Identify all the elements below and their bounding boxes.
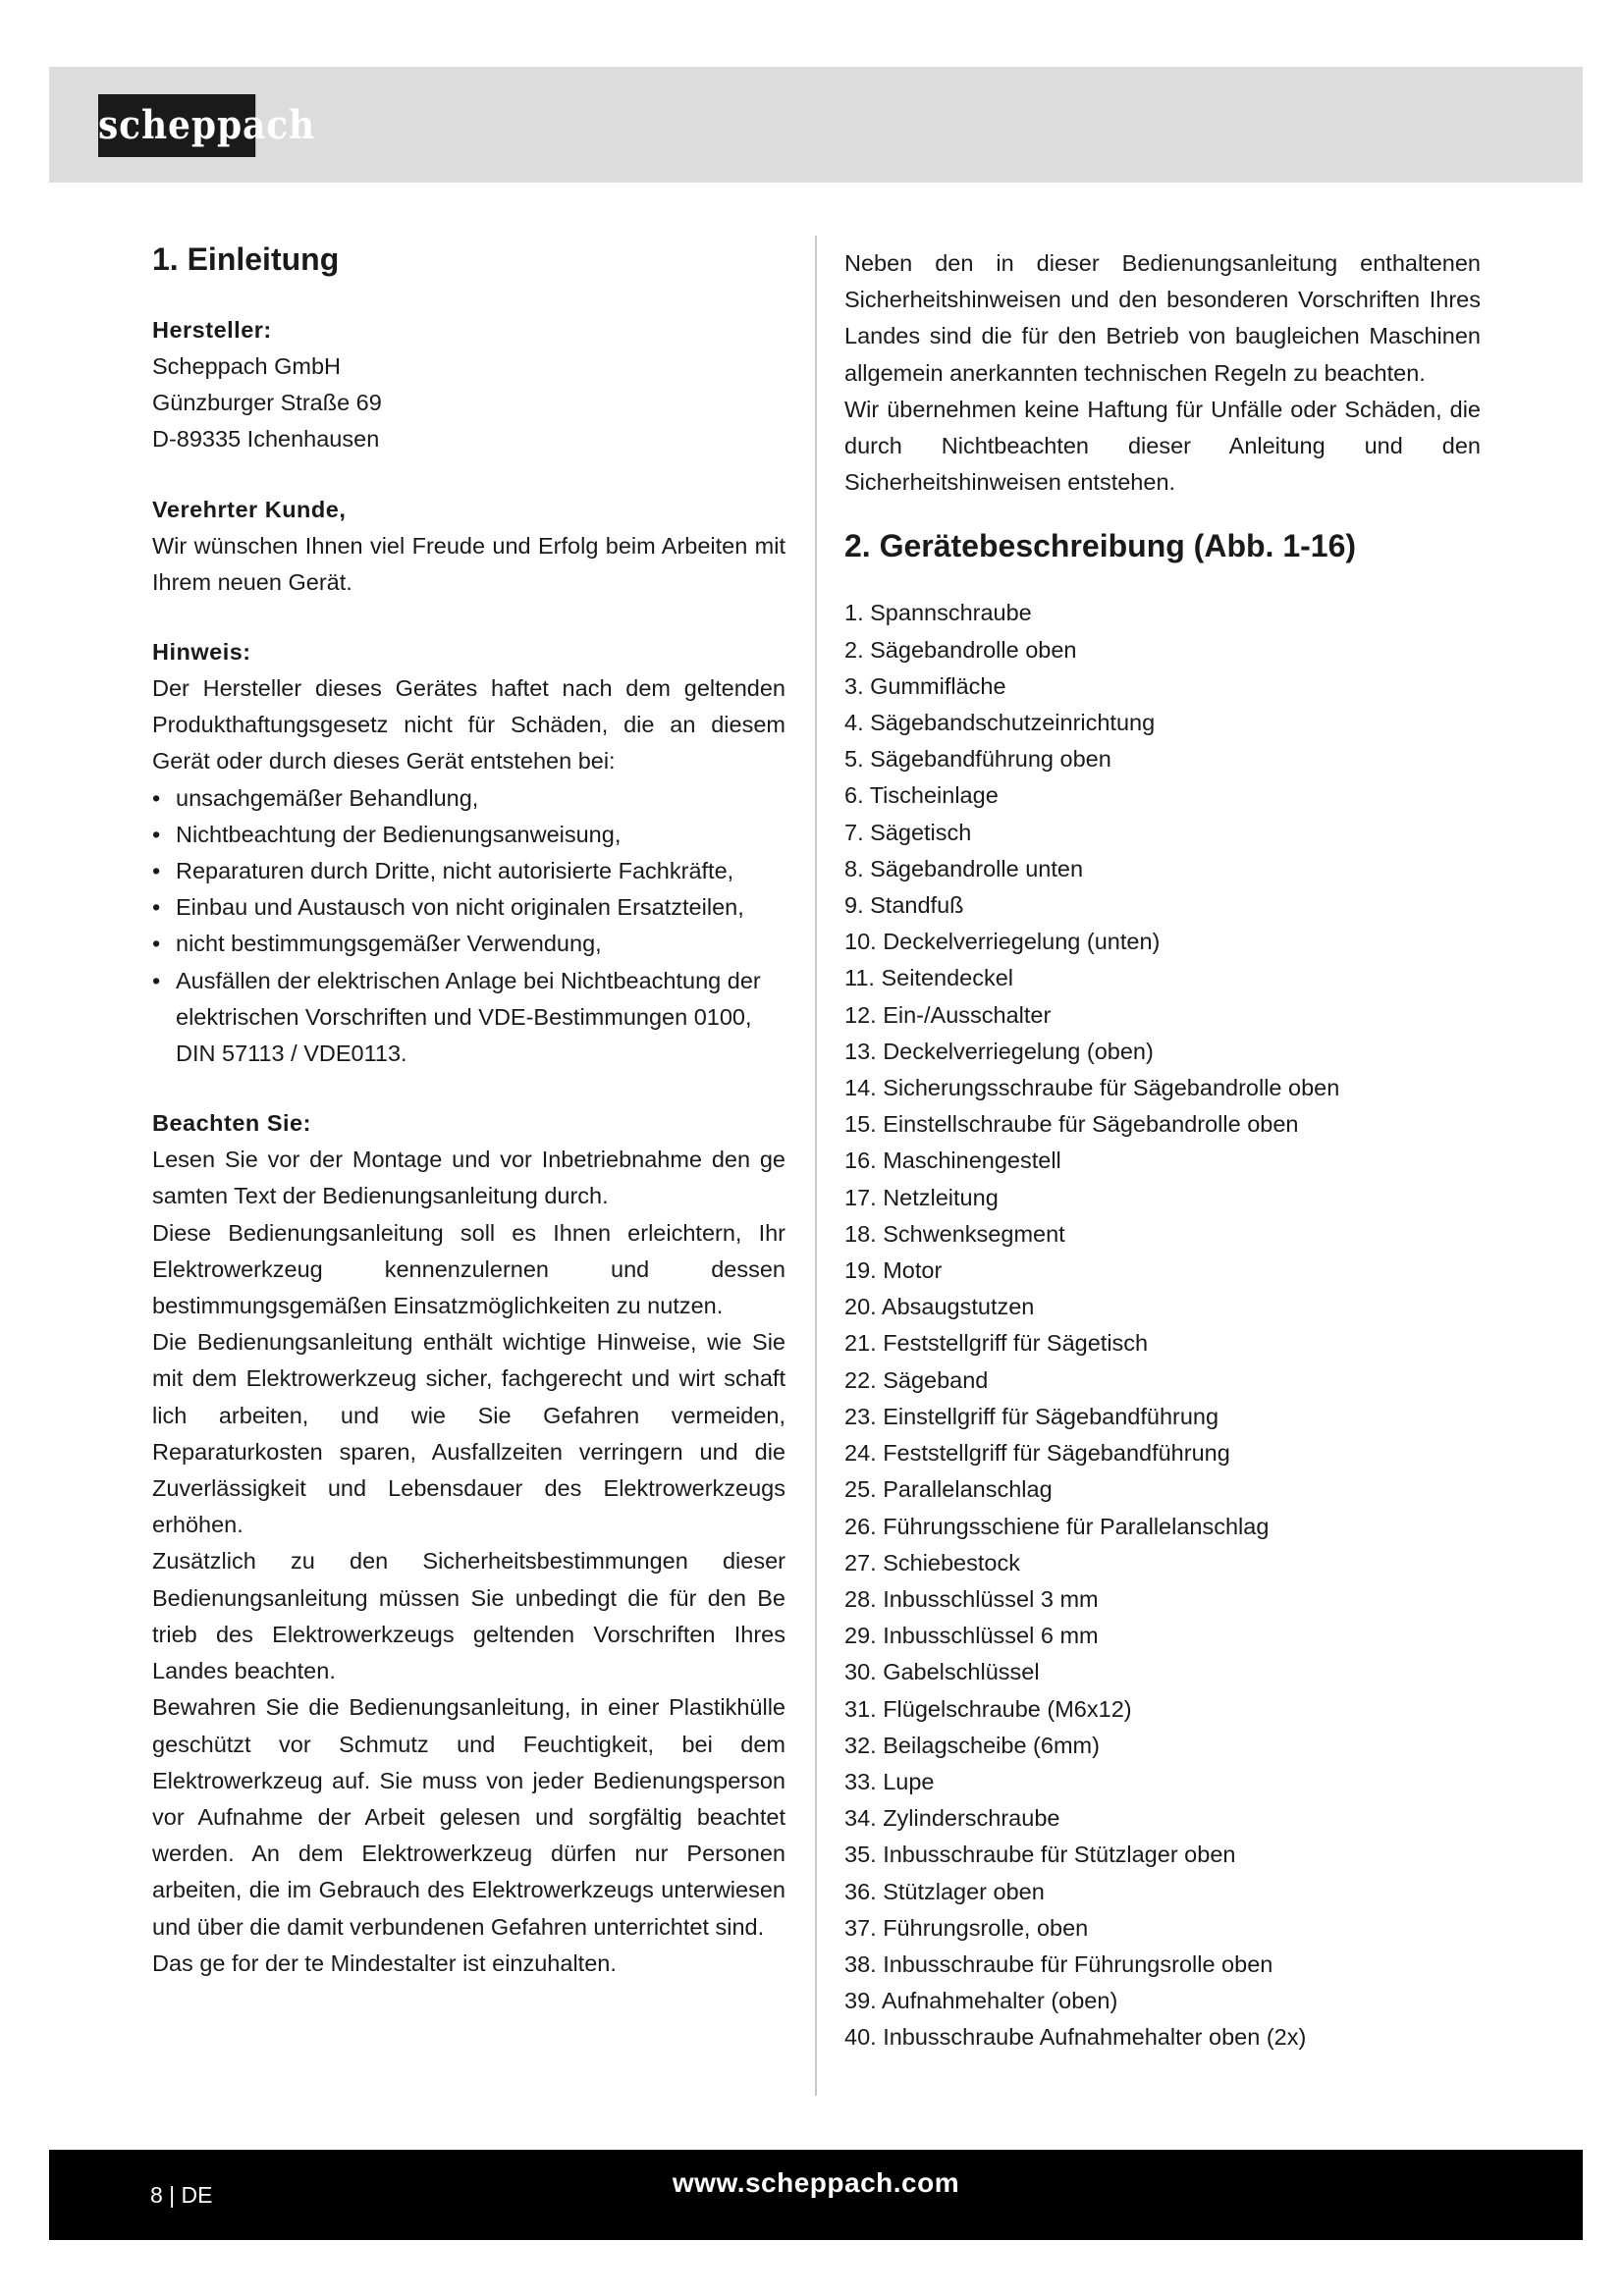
manufacturer-name: Scheppach GmbH (152, 353, 342, 379)
list-item: 31. Flügelschraube (M6x12) (844, 1695, 1132, 1722)
list-item: 11. Seitendeckel (844, 965, 1014, 991)
right-column (844, 245, 1481, 2056)
list-item: 23. Einstellgriff für Sägebandführung (844, 1403, 1219, 1429)
list-item: 22. Sägeband (844, 1366, 989, 1393)
list-item: • unsachgemäßer Behandlung, (152, 780, 785, 817)
list-item: 26. Führungsschiene für Parallelanschlag (844, 1513, 1270, 1539)
list-item: 37. Führungsrolle, oben (844, 1914, 1089, 1941)
list-item: 14. Sicherungsschraube für Sägebandrolle oben (844, 1075, 1340, 1101)
list-item: 17. Netzleitung (844, 1184, 999, 1210)
manufacturer-label: Hersteller: (152, 317, 272, 343)
list-item: 20. Absaugstutzen (844, 1294, 1035, 1320)
attention-paragraph: Lesen Sie vor der Montage und vor Inbetriebnahme den ge samten Text der Bedienungsanleitung durch. (152, 1147, 785, 1209)
list-item: 33. Lupe (844, 1768, 935, 1794)
website-url: www.scheppach.com (672, 2167, 960, 2198)
list-item: 25. Parallelanschlag (844, 1476, 1053, 1503)
list-item: 38. Inbusschraube für Führungsrolle oben (844, 1950, 1273, 1977)
page-footer (49, 2150, 1583, 2240)
note-label: Hinweis: (152, 639, 251, 666)
list-item: • Nichtbeachtung der Bedienungsanweisung, (152, 817, 785, 853)
attention-paragraph: Das ge for der te Mindestalter ist einzuhalten. (152, 1949, 617, 1976)
list-item: • nicht bestimmungsgemäßer Verwendung, (152, 926, 785, 962)
manufacturer-street: Günzburger Straße 69 (152, 390, 382, 416)
list-item: 7. Sägetisch (844, 819, 972, 845)
list-item: 39. Aufnahmehalter (oben) (844, 1988, 1118, 2014)
list-item: 30. Gabelschlüssel (844, 1659, 1040, 1685)
list-item: 3. Gummifläche (844, 672, 1006, 699)
list-item: 9. Standfuß (844, 892, 964, 919)
list-item: 29. Inbusschlüssel 6 mm (844, 1623, 1099, 1649)
section-heading-introduction: 1. Einleitung (152, 241, 340, 277)
list-item: 18. Schwenksegment (844, 1220, 1065, 1247)
attention-paragraph: Zusätzlich zu den Sicherheitsbestimmungen dieser Bedienungsanleitung müssen Sie unbedingt die für den Be trieb des Elektrowerkzeugs geltenden Vorschriften Ihres Landes beachten. (152, 1548, 785, 1684)
list-item: 16. Maschinengestell (844, 1148, 1061, 1174)
scheppach-logo: scheppach (98, 94, 255, 157)
parts-list (844, 595, 1481, 2056)
page-number: 8 | DE (150, 2182, 213, 2208)
attention-paragraph: Die Bedienungsanleitung enthält wichtige Hinweise, wie Sie mit dem Elektrowerkzeug sicher, fachgerecht und wirt schaft lich arbeiten, und wie Sie Gefahren vermeiden, Reparaturkosten sparen, Ausfallzeiten verringern und die Zuverlässigkeit und Lebensdauer des Elektrowerkzeugs erhöhen. (152, 1329, 785, 1538)
list-item: 6. Tischeinlage (844, 782, 999, 809)
list-item: 8. Sägebandrolle unten (844, 855, 1084, 881)
note-bullet-list (152, 780, 785, 1073)
list-item: 13. Deckelverriegelung (oben) (844, 1038, 1154, 1064)
list-item: 28. Inbusschlüssel 3 mm (844, 1585, 1099, 1612)
customer-label: Verehrter Kunde, (152, 496, 347, 522)
list-item: • Reparaturen durch Dritte, nicht autorisierte Fachkräfte, (152, 853, 785, 889)
list-item: 24. Feststellgriff für Sägebandführung (844, 1440, 1230, 1467)
list-item: 19. Motor (844, 1257, 943, 1284)
list-item: 2. Sägebandrolle oben (844, 636, 1077, 663)
manufacturer-city: D-89335 Ichenhausen (152, 426, 380, 453)
customer-text: Wir wünschen Ihnen viel Freude und Erfolg beim Arbeiten mit Ihrem neuen Gerät. (152, 532, 785, 595)
list-item: • Ausfällen der elektrischen Anlage bei Nichtbeachtung der elektrischen Vorschriften und VDE-Bestimmungen 0100, DIN 57113 / VDE0113. (152, 963, 785, 1073)
page-header (49, 67, 1583, 183)
intro-paragraph: Neben den in dieser Bedienungsanleitung enthaltenen Sicherheitshinweisen und den besonderen Vorschriften Ihres Landes sind die für den Betrieb von baugleichen Maschinen allgemein anerkannten technischen Regeln zu beachten. (844, 250, 1481, 386)
attention-paragraph: Diese Bedienungsanleitung soll es Ihnen erleichtern, Ihr Elektrowerkzeug kennenzulernen und dessen bestimmungsgemäßen Einsatzmöglichkeiten zu nutzen. (152, 1219, 785, 1319)
attention-label: Beachten Sie: (152, 1110, 311, 1137)
list-item: 1. Spannschraube (844, 600, 1032, 626)
list-item: 4. Sägebandschutzeinrichtung (844, 710, 1156, 736)
list-item: 35. Inbusschraube für Stützlager oben (844, 1842, 1236, 1868)
list-item: 40. Inbusschraube Aufnahmehalter oben (2x) (844, 2024, 1307, 2051)
list-item: 5. Sägebandführung oben (844, 746, 1111, 773)
column-divider (815, 236, 817, 2096)
list-item: 36. Stützlager oben (844, 1878, 1045, 1904)
list-item: 21. Feststellgriff für Sägetisch (844, 1330, 1149, 1357)
list-item: 32. Beilagscheibe (6mm) (844, 1732, 1100, 1758)
list-item: 10. Deckelverriegelung (unten) (844, 929, 1161, 955)
list-item: 12. Ein-/Ausschalter (844, 1001, 1052, 1028)
attention-paragraph: Bewahren Sie die Bedienungsanleitung, in einer Plastikhülle geschützt vor Schmutz und Feuchtigkeit, bei dem Elektrowerkzeug auf. Sie muss von jeder Bedienungsperson vor Aufnahme der Arbeit gelesen und sorgfältig beachtet werden. An dem Elektrowerkzeug dürfen nur Personen arbeiten, die im Gebrauch des Elektrowerkzeugs unterwiesen und über die damit verbundenen Gefahren unterrichtet sind. (152, 1694, 785, 1940)
note-text: Der Hersteller dieses Gerätes haftet nach dem geltenden Produkthaftungsgesetz nicht für Schäden, die an diesem Gerät oder durch dieses Gerät entstehen bei: (152, 675, 785, 774)
list-item: 15. Einstellschraube für Sägebandrolle oben (844, 1111, 1299, 1138)
list-item: 27. Schiebestock (844, 1549, 1020, 1575)
list-item: 34. Zylinderschraube (844, 1805, 1060, 1832)
intro-paragraph: Wir übernehmen keine Haftung für Unfälle oder Schäden, die durch Nichtbeachten dieser Anleitung und den Sicherheitshinweisen entstehen. (844, 396, 1481, 496)
section-heading-device-description: 2. Gerätebeschreibung (Abb. 1-16) (844, 528, 1357, 564)
list-item: • Einbau und Austausch von nicht originalen Ersatzteilen, (152, 889, 785, 926)
left-column (152, 236, 785, 1982)
